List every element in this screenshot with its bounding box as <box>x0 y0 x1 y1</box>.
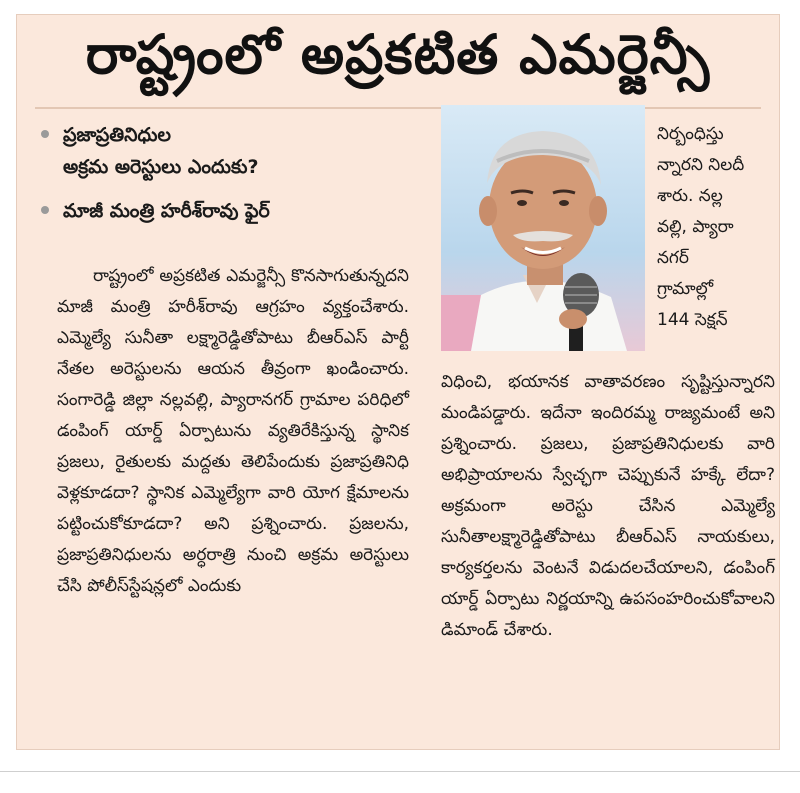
bullet-point <box>41 119 421 183</box>
side-line: శారు. నల్ల <box>657 186 723 206</box>
side-line: 144 సెక్షన్ <box>657 310 728 330</box>
article-body-right <box>441 367 775 646</box>
newspaper-clipping <box>16 14 780 750</box>
bullet-list <box>41 119 421 239</box>
article-body-left <box>57 261 409 602</box>
speaker-photo-image <box>441 105 645 351</box>
speaker-photo <box>441 105 645 351</box>
bullet-line: అక్రమ అరెస్టులు ఎందుకు? <box>63 156 259 178</box>
right-paragraph: విధించి, భయానక వాతావరణం సృష్టిస్తున్నారని మండిపడ్డారు. ఇదేనా ఇందిరమ్మ రాజ్యమంటే అని ప్రశ్నించారు. ప్రజలు, ప్రజాప్రతినిధులకు వారి అభిప్రాయాలను స్వేచ్ఛగా చెప్పుకునే హక్కే లేదా? అక్రమంగా అరెస్టు చేసిన ఎమ్మెల్యే సునీతాలక్ష్మారెడ్డితోపాటు బీఆర్‌ఎస్ నాయకులు, కార్యకర్తలను వెంటనే విడుదలచేయాలని, డంపింగ్ యార్డ్ ఏర్పాటు నిర్ణయాన్ని ఉపసంహరించుకోవాలని డిమాండ్ చేశారు. <box>441 372 775 640</box>
bullet-dot-icon <box>41 130 49 138</box>
side-line: న్నారని నిలదీ <box>657 155 745 175</box>
bullet-text <box>63 119 259 183</box>
headline-divider <box>35 107 761 109</box>
side-line: నిర్బంధిస్తు <box>657 124 724 144</box>
side-column <box>657 119 775 336</box>
bullet-point <box>41 195 421 227</box>
headline: రాష్ట్రంలో అప్రకటిత ఎమర్జెన్సీ <box>85 22 711 86</box>
bullet-line: ప్రజాప్రతినిధుల <box>63 124 171 146</box>
bullet-line: మాజీ మంత్రి హరీశ్‌రావు ఫైర్ <box>63 200 270 222</box>
side-line: నగర్ <box>657 248 689 268</box>
bullet-dot-icon <box>41 206 49 214</box>
page-bottom-divider <box>0 771 800 772</box>
side-line: వల్లి, ప్యారా <box>657 217 734 237</box>
bullet-text <box>63 195 270 227</box>
side-line: గ్రామాల్లో <box>657 279 714 299</box>
left-paragraph: రాష్ట్రంలో అప్రకటిత ఎమర్జెన్సీ కొనసాగుతున్నదని మాజీ మంత్రి హరీశ్‌రావు ఆగ్రహం వ్యక్తంచేశారు. ఎమ్మెల్యే సునీతా లక్ష్మారెడ్డితోపాటు బీఆర్‌ఎస్ పార్టీ నేతల అరెస్టులను ఆయన తీవ్రంగా ఖండించారు. సంగారెడ్డి జిల్లా నల్లవల్లి, ప్యారానగర్ గ్రామాల పరిధిలో డంపింగ్ యార్డ్ ఏర్పాటును వ్యతిరేకిస్తున్న స్థానిక ప్రజలు, రైతులకు మద్దతు తెలిపేందుకు ప్రజాప్రతినిధి వెళ్లకూడదా? స్థానిక ఎమ్మెల్యేగా వారి యోగ క్షేమాలను పట్టించుకోకూడదా? అని ప్రశ్నించారు. ప్రజలను, ప్రజాప్రతినిధులను అర్ధరాత్రి నుంచి అక్రమ అరెస్టులు చేసి పోలీస్‌స్టేషన్లలో ఎందుకు <box>57 266 409 596</box>
